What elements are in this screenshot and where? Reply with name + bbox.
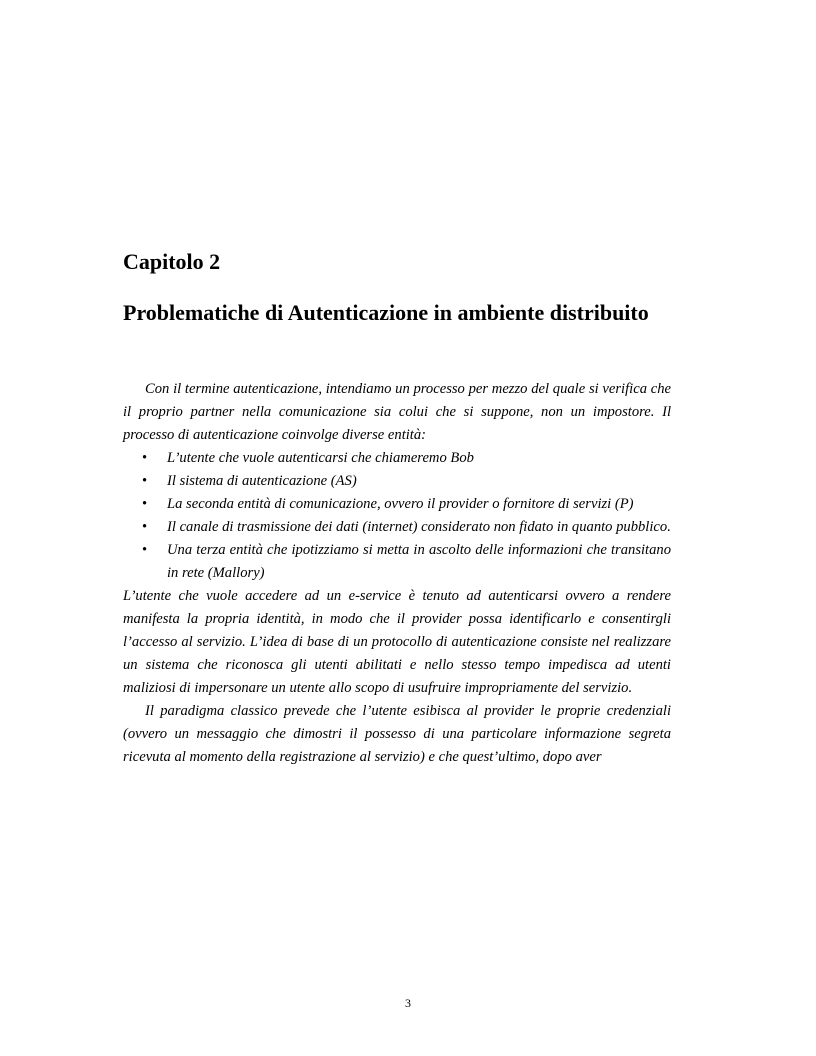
bullet-icon: • <box>142 450 148 466</box>
list-item <box>123 516 671 539</box>
list-item <box>123 539 671 585</box>
list-item <box>123 493 671 516</box>
intro-paragraph: Con il termine autenticazione, intendiamo un processo per mezzo del quale si verifica che il proprio partner nella comunicazione sia colui che si suppone, non un impostore. Il processo di autenticazione coinvolge diverse entità: <box>123 381 671 443</box>
body-text <box>123 378 671 769</box>
paragraph-paradigm: Il paradigma classico prevede che l’utente esibisca al provider le proprie credenziali (ovvero un messaggio che dimostri il possesso di una particolare informazione segreta ricevuta al momento della registrazione al servizio) e che quest’ultimo, dopo aver <box>123 703 671 765</box>
bullet-icon: • <box>142 496 148 512</box>
bullet-icon: • <box>142 519 148 535</box>
paragraph-eservice: L’utente che vuole accedere ad un e-service è tenuto ad autenticarsi ovvero a rendere manifesta la propria identità, in modo che il provider possa identificarlo e consentirgli l’accesso al servizio. L’idea di base di un protocollo di autenticazione consiste nel realizzare un sistema che riconosca gli utenti abilitati e nello stesso tempo impedisca ad utenti maliziosi di impersonare un utente allo scopo di usufruire impropriamente del servizio. <box>123 588 671 696</box>
bullet-icon: • <box>142 473 148 489</box>
page-number: 3 <box>405 996 411 1010</box>
bullet-icon: • <box>142 542 148 558</box>
list-item-text: L’utente che vuole autenticarsi che chiameremo Bob <box>167 450 474 466</box>
list-item-text: Il canale di trasmissione dei dati (internet) considerato non fidato in quanto pubblico. <box>167 519 671 535</box>
list-item-text: Il sistema di autenticazione (AS) <box>167 473 357 489</box>
entity-list <box>123 447 671 585</box>
list-item-text: La seconda entità di comunicazione, ovvero il provider o fornitore di servizi (P) <box>167 496 634 512</box>
chapter-title: Problematiche di Autenticazione in ambiente distribuito <box>123 300 649 325</box>
list-item <box>123 470 671 493</box>
list-item <box>123 447 671 470</box>
chapter-label: Capitolo 2 <box>123 249 221 274</box>
list-item-text: Una terza entità che ipotizziamo si metta in ascolto delle informazioni che transitano in rete (Mallory) <box>167 542 671 581</box>
